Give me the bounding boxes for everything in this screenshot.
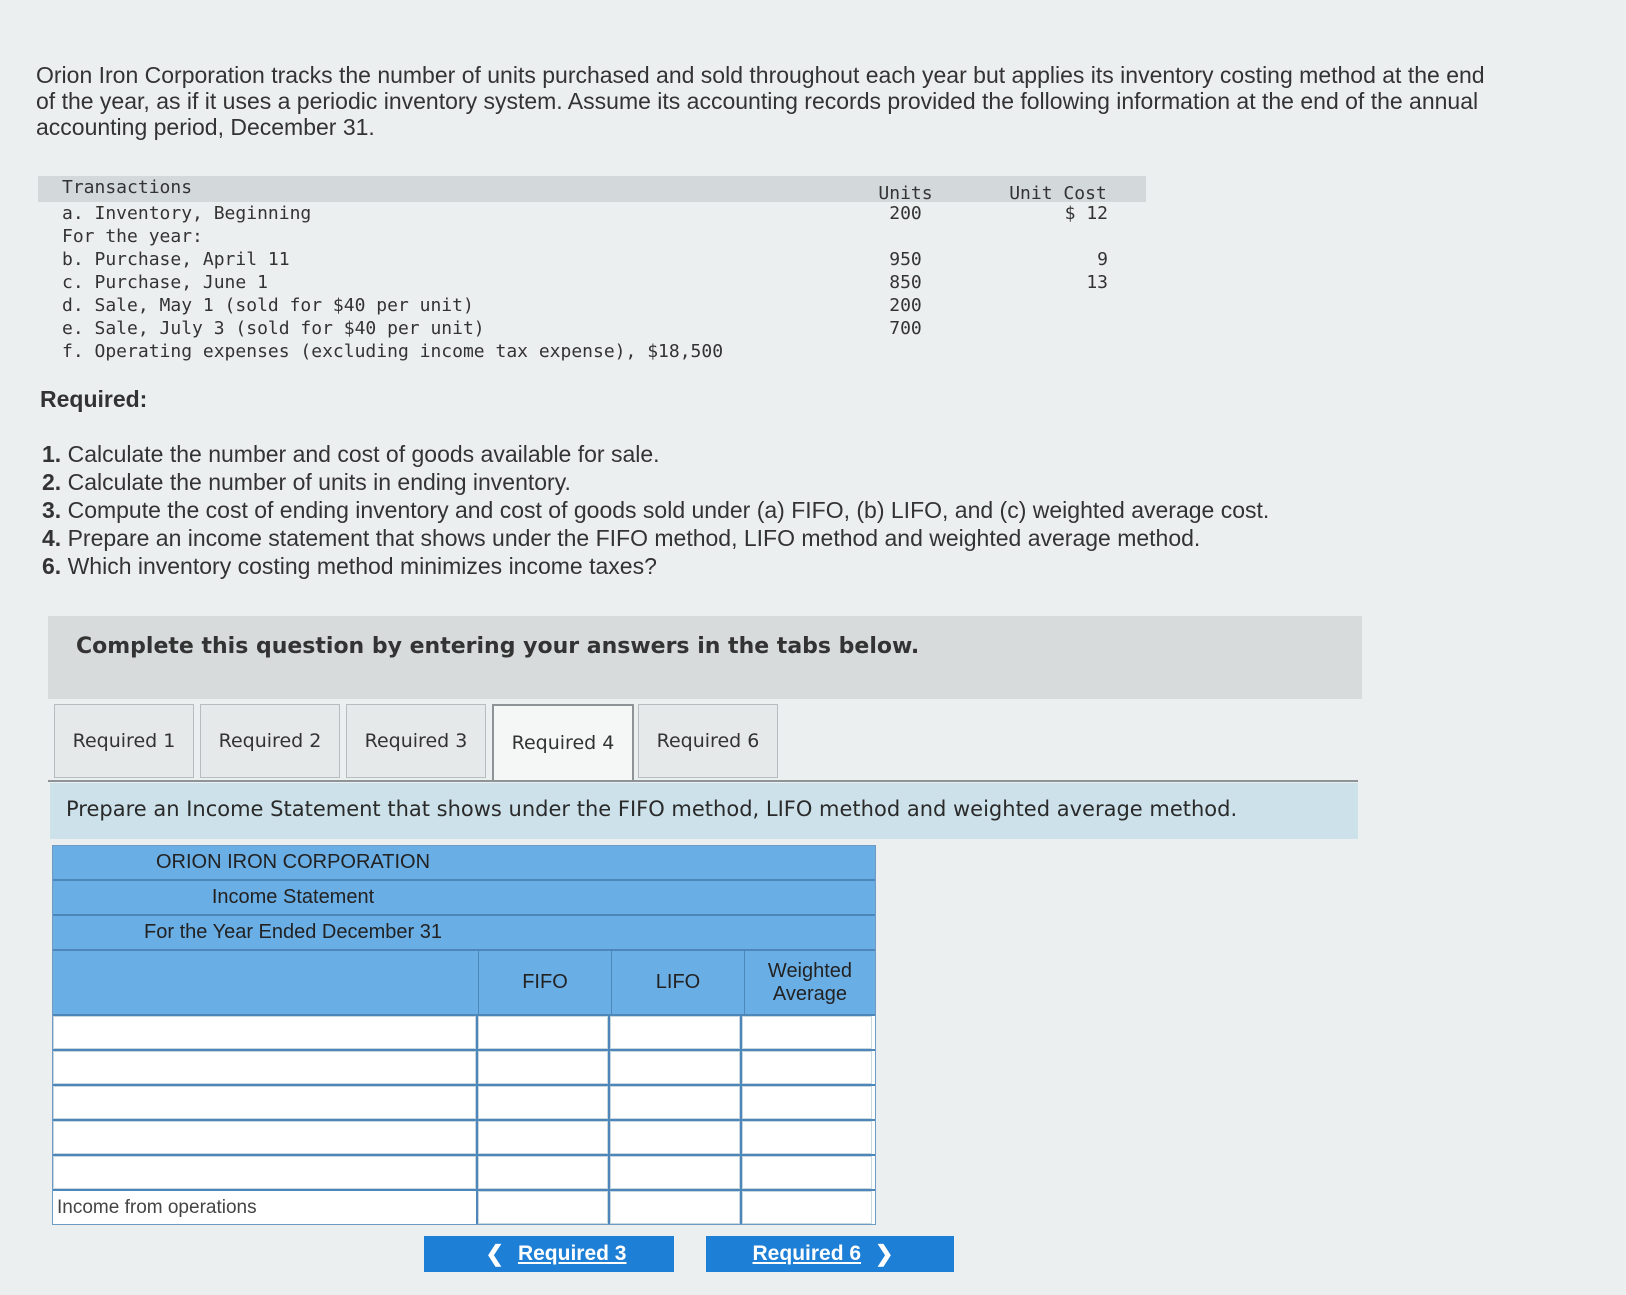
required-item-text: Prepare an income statement that shows under the FIFO method, LIFO method and weighted average method. [61,525,1201,551]
transaction-row [38,317,1146,340]
statement-row [53,1016,875,1051]
unit-cost-header: Unit Cost [1009,183,1107,204]
line-item-input[interactable] [53,1016,476,1049]
weighted-average-amount-input[interactable] [742,1156,872,1189]
fifo-amount-input[interactable] [478,1156,608,1189]
label-cell [53,1121,478,1154]
fifo-amount-input[interactable] [478,1121,608,1154]
statement-row [53,1051,875,1086]
label-column-header [53,951,479,1014]
statement-title [53,881,875,916]
weighted-average-cell [742,1121,872,1154]
label-cell [53,1156,478,1189]
lifo-cell [610,1121,742,1154]
weighted-average-cell [742,1086,872,1119]
tab-required-1[interactable]: Required 1 [54,704,194,778]
lifo-cell [610,1191,742,1224]
transaction-label: f. Operating expenses (excluding income tax expense), $18,500 [62,341,724,362]
transaction-row [38,294,1146,317]
lifo-amount-input[interactable] [610,1016,740,1049]
statement-title-text: Income Statement [211,886,375,908]
lifo-cell [610,1086,742,1119]
fifo-cell [478,1086,610,1119]
required-item [42,552,1269,580]
instructions-text: Complete this question by entering your answers in the tabs below. [76,634,920,659]
transaction-label: e. Sale, July 3 (sold for $40 per unit) [62,318,485,339]
weighted-average-income-input[interactable] [742,1191,872,1224]
required-item [42,496,1269,524]
tab-required-3[interactable]: Required 3 [346,704,486,778]
line-item-input[interactable] [53,1086,476,1119]
fifo-cell [478,1121,610,1154]
instructions-banner [48,616,1362,699]
tab-required-2[interactable]: Required 2 [200,704,340,778]
weighted-average-label: Weighted Average [767,959,853,1005]
fifo-cell [478,1051,610,1084]
transaction-row [38,248,1146,271]
weighted-average-column-header [745,951,875,1014]
next-required-button[interactable] [706,1236,954,1272]
required-item-number: 6. [42,553,62,579]
transaction-row [38,271,1146,294]
lifo-income-input[interactable] [610,1191,740,1224]
required-item [42,468,1269,496]
tab-required-4[interactable]: Required 4 [492,704,634,780]
required-item-number: 4. [42,525,62,551]
line-item-input[interactable] [53,1051,476,1084]
required-item-text: Compute the cost of ending inventory and cost of goods sold under (a) FIFO, (b) LIFO, and (c) weighted average cost. [61,497,1270,523]
company-name: ORION IRON CORPORATION [155,851,431,873]
transaction-label: b. Purchase, April 11 [62,249,290,270]
transaction-row [38,202,1146,225]
lifo-amount-input[interactable] [610,1156,740,1189]
fifo-cell [478,1016,610,1049]
lifo-cell [610,1156,742,1189]
transaction-units: 200 [889,203,922,224]
lifo-amount-input[interactable] [610,1121,740,1154]
fifo-amount-input[interactable] [478,1016,608,1049]
required-item-text: Calculate the number and cost of goods available for sale. [61,441,660,467]
transaction-label: a. Inventory, Beginning [62,203,312,224]
transaction-row [38,225,1146,248]
weighted-average-amount-input[interactable] [742,1051,872,1084]
statement-row [53,1086,875,1121]
transaction-units: 200 [889,295,922,316]
income-from-operations-label: Income from operations [57,1197,257,1218]
required-item-text: Calculate the number of units in ending inventory. [61,469,571,495]
lifo-amount-input[interactable] [610,1051,740,1084]
statement-row [53,1121,875,1156]
lifo-cell [610,1016,742,1049]
weighted-average-amount-input[interactable] [742,1086,872,1119]
transaction-label: c. Purchase, June 1 [62,272,268,293]
line-item-input[interactable] [53,1156,476,1189]
transaction-units: 850 [889,272,922,293]
weighted-average-cell [742,1191,872,1224]
required-item [42,524,1269,552]
weighted-average-amount-input[interactable] [742,1016,872,1049]
required-item [42,440,1269,468]
weighted-average-cell [742,1156,872,1189]
fifo-income-input[interactable] [478,1191,608,1224]
transaction-cost: 13 [1086,272,1108,293]
label-cell [53,1051,478,1084]
label-cell [53,1191,478,1224]
prev-required-button[interactable] [424,1236,674,1272]
lifo-column-header: LIFO [612,951,745,1014]
transactions-header [38,176,1146,202]
required-item-text: Which inventory costing method minimizes income taxes? [61,553,657,579]
units-header: Units [878,183,933,204]
line-item-input[interactable] [53,1121,476,1154]
fifo-cell [478,1156,610,1189]
fifo-cell [478,1191,610,1224]
statement-company [53,846,875,881]
transaction-label: d. Sale, May 1 (sold for $40 per unit) [62,295,474,316]
transaction-units: 700 [889,318,922,339]
prev-button-label: Required 3 [517,1242,627,1265]
required-item-number: 3. [42,497,62,523]
transaction-label: For the year: [62,226,203,247]
transaction-units: 950 [889,249,922,270]
tab-instruction-text: Prepare an Income Statement that shows under the FIFO method, LIFO method and weighted average method. [66,797,1238,821]
chevron-left-icon: ❮ [485,1241,504,1266]
statement-row [53,1156,875,1191]
fifo-column-header: FIFO [479,951,612,1014]
required-item-number: 2. [42,469,62,495]
next-button-label: Required 6 [752,1242,862,1265]
transactions-table [38,176,1146,363]
tab-instruction-bar [50,783,1358,839]
label-cell [53,1016,478,1049]
transaction-cost: $ 12 [1064,203,1108,224]
tab-divider [48,780,1358,782]
statement-period [53,916,875,951]
required-item-number: 1. [42,441,62,467]
statement-column-headers [53,951,875,1016]
transactions-header-label: Transactions [62,177,193,198]
chevron-right-icon: ❯ [875,1241,894,1266]
problem-intro: Orion Iron Corporation tracks the number of units purchased and sold throughout each year but applies its inventory costing method at the end of the year, as if it uses a periodic inventory system. Assume its accounting records provided the following information at the end of the annual accounting period, December 31. [36,62,1485,140]
lifo-amount-input[interactable] [610,1086,740,1119]
required-title: Required: [40,386,148,412]
income-statement [52,845,876,1225]
weighted-average-amount-input[interactable] [742,1121,872,1154]
weighted-average-cell [742,1051,872,1084]
statement-period-text: For the Year Ended December 31 [144,921,442,943]
tab-required-6[interactable]: Required 6 [638,704,778,778]
transaction-row [38,340,1146,363]
lifo-cell [610,1051,742,1084]
label-cell [53,1086,478,1119]
transaction-cost: 9 [1097,249,1108,270]
required-list [42,440,1269,580]
fifo-amount-input[interactable] [478,1086,608,1119]
income-from-operations-row [53,1191,875,1224]
weighted-average-cell [742,1016,872,1049]
fifo-amount-input[interactable] [478,1051,608,1084]
